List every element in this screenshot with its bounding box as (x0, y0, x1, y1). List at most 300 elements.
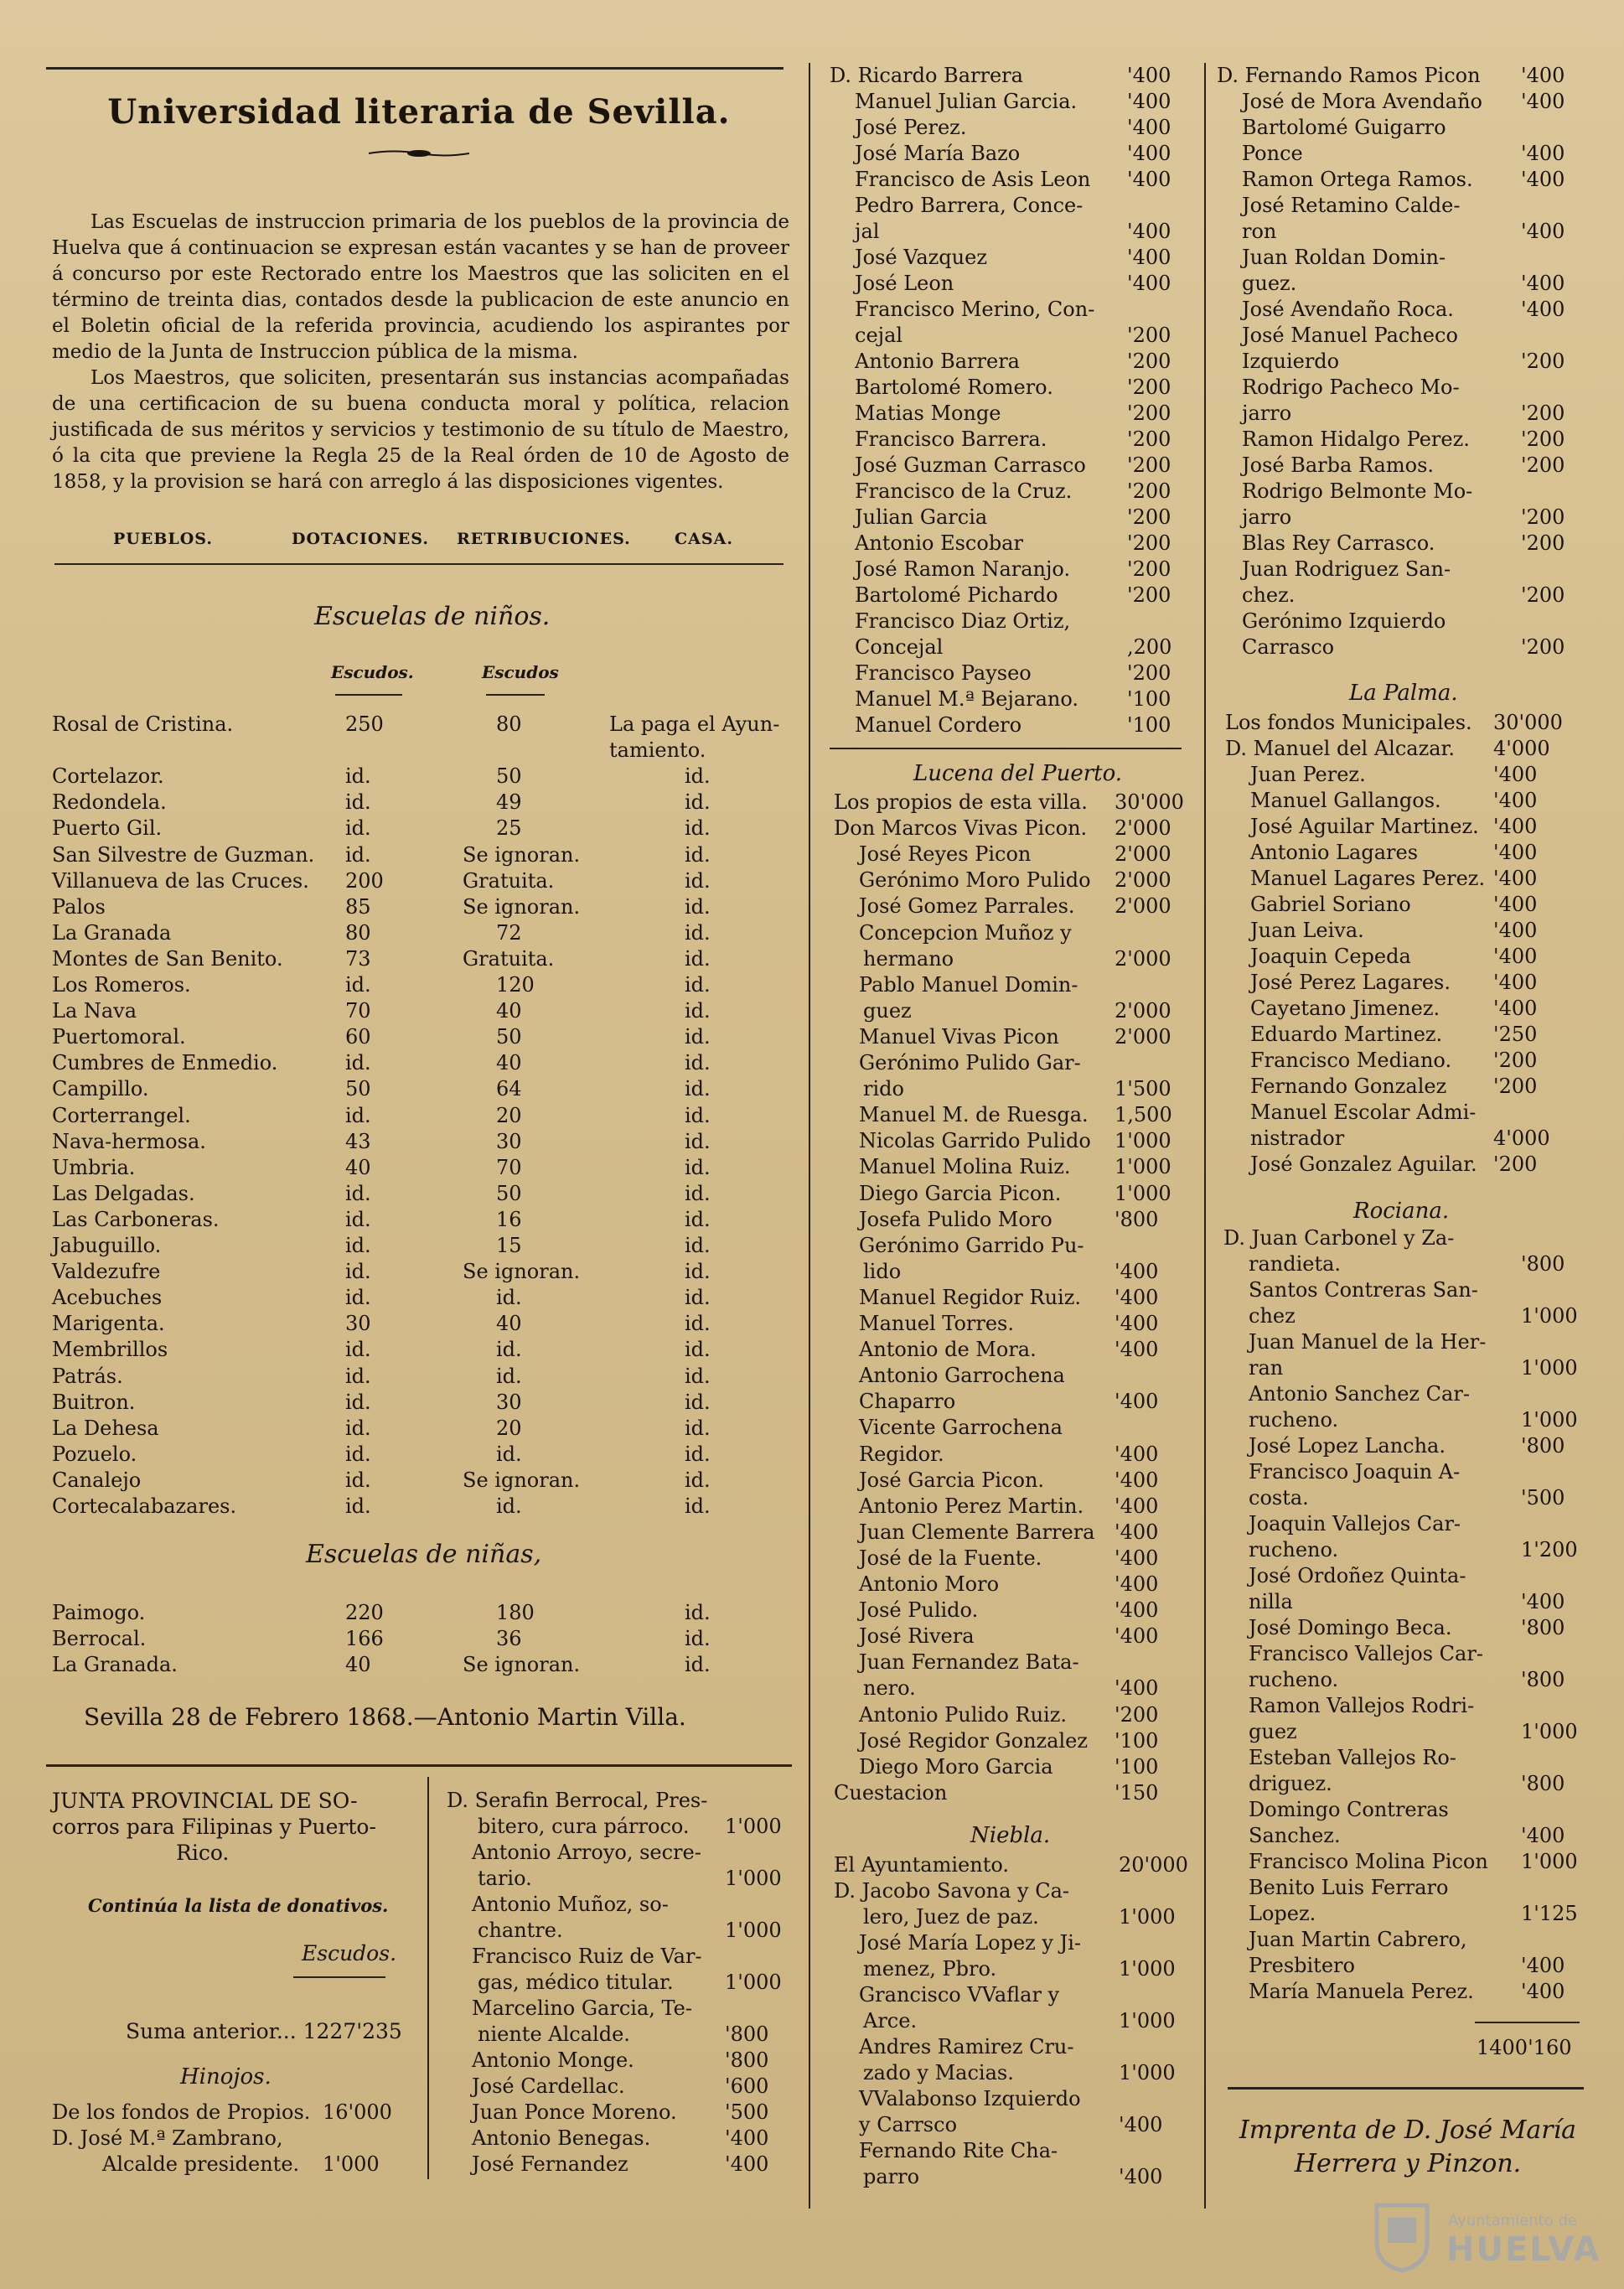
donation-amount: '400 (1521, 1954, 1565, 1977)
donor-name: nistrador (1250, 1126, 1345, 1150)
donation-amount: '400 (1115, 1312, 1159, 1335)
dotacion-value: 43 (345, 1129, 371, 1153)
donor-name: Lopez. (1249, 1902, 1316, 1925)
donation-amount: '400 (1493, 971, 1538, 994)
donor-name: José Gonzalez Aguilar. (1250, 1152, 1477, 1176)
donor-name: gas, médico titular. (478, 1971, 674, 1994)
list-item (1249, 1771, 1332, 1797)
dotacion-value: 85 (345, 894, 371, 919)
donation-amount: '400 (1493, 815, 1538, 838)
table-row (52, 1416, 789, 1442)
donation-amount: 2'000 (1115, 998, 1171, 1023)
list-item (863, 2164, 919, 2190)
list-item (859, 1233, 1084, 1259)
donor-name: Rodrigo Pacheco Mo- (1242, 375, 1460, 399)
donor-name: Antonio Perez Martin. (859, 1494, 1084, 1518)
list-item (1250, 944, 1411, 970)
donation-amount: 1'000 (1115, 1181, 1171, 1205)
list-item (1242, 115, 1446, 141)
list-item (855, 141, 1020, 167)
pueblo-name: La Nava (52, 999, 137, 1023)
table-row (52, 869, 789, 894)
donation-amount: 1'500 (1115, 1077, 1171, 1101)
imprenta-line-1: Imprenta de D. José María (1239, 2116, 1577, 2145)
donation-amount: 1'000 (1119, 2061, 1176, 2084)
donation-amount: '400 (1521, 1590, 1565, 1613)
list-item (472, 1840, 701, 1866)
donation-amount: 1'125 (1521, 1902, 1578, 1925)
donation-amount: '200 (1521, 401, 1565, 425)
huelva-logo (1347, 2197, 1599, 2272)
donation-amount: ,200 (1127, 635, 1172, 659)
donation-amount: '400 (1493, 763, 1538, 786)
donation-amount: '400 (1493, 867, 1538, 890)
donation-amount: '800 (1115, 1207, 1159, 1231)
list-item (1249, 1693, 1474, 1719)
donor-name: Gerónimo Moro Pulido (859, 868, 1091, 893)
donation-amount: '400 (1119, 2165, 1163, 2188)
donation-amount: '200 (1127, 375, 1171, 399)
donor-name: D. Juan Carbonel y Za- (1223, 1226, 1455, 1250)
casa-value: id. (685, 1416, 711, 1440)
list-item (855, 193, 1083, 219)
pueblo-name: San Silvestre de Guzman. (52, 842, 315, 867)
donation-amount: '400 (1115, 1598, 1159, 1623)
column-divider-1 (809, 63, 810, 2209)
donor-name: chez. (1242, 583, 1296, 607)
imprenta-line-2: Herrera y Pinzon. (1294, 2149, 1522, 2178)
donor-name: Alcalde presidente. (102, 2152, 300, 2176)
donor-name: Marcelino Garcia, Te- (472, 1996, 692, 2020)
donation-amount: '400 (1115, 1259, 1159, 1283)
list-item (859, 1154, 1071, 1180)
donation-amount: 2'000 (1115, 816, 1171, 841)
intro-paragraph-1: Las Escuelas de instruccion primaria de los pueblos de la provincia de Huelva que á continuacion se expresan están vacantes y se han de proveer á concurso por este Rectorado entre los Maestros que las soliciten en el término de treinta dias, contados desde la publicacion de este anuncio en el Boletin oficial de la referida provincia, acudiendo los aspirantes por medio de la Junta de Instruccion pública de la misma. (52, 211, 789, 363)
donor-name: ran (1249, 1356, 1284, 1380)
donor-name: Antonio Arroyo, secre- (472, 1841, 701, 1864)
donor-name: guez. (1242, 272, 1297, 295)
table-row (52, 1051, 789, 1076)
donor-name: Ramon Ortega Ramos. (1242, 168, 1473, 191)
ornament-divider (369, 149, 469, 158)
dotacion-value: id. (345, 1260, 371, 1284)
donation-amount: '400 (1493, 997, 1538, 1020)
donor-name: Cayetano Jimenez. (1250, 997, 1440, 1020)
pueblo-name: Jabuguillo. (52, 1234, 162, 1257)
pueblo-name: Campillo. (52, 1077, 149, 1101)
page-title: Universidad literaria de Sevilla. (107, 92, 731, 132)
retribucion-value: Gratuita. (463, 946, 555, 971)
total-amount: 1400'160 (1477, 2036, 1572, 2059)
table-row (52, 1338, 789, 1363)
donor-name: Santos Contreras San- (1249, 1278, 1478, 1302)
list-item (859, 1546, 1042, 1572)
donation-amount: '100 (1127, 687, 1171, 711)
total-rule-top (1475, 2022, 1580, 2023)
donor-name: José Barba Ramos. (1242, 453, 1435, 477)
casa-value: tamiento. (609, 738, 706, 763)
donor-name: nilla (1249, 1590, 1293, 1613)
list-item (1242, 609, 1446, 634)
donor-name: José Pulido. (859, 1598, 979, 1623)
donor-name: José Vazquez (855, 246, 987, 269)
table-row (52, 843, 789, 868)
donor-name: Francisco Barrera. (855, 427, 1047, 451)
donor-name: José Retamino Calde- (1242, 194, 1461, 217)
retribucion-value: 50 (496, 764, 522, 789)
table-row (52, 947, 789, 972)
donor-name: Antonio Moro (859, 1572, 1000, 1596)
list-item (1249, 1667, 1338, 1693)
donation-amount: '200 (1521, 583, 1565, 607)
retribucion-value: id. (496, 1442, 522, 1466)
donor-name: Joaquin Cepeda (1250, 945, 1411, 968)
donor-name: Antonio Lagares (1250, 841, 1419, 864)
donor-name: guez (1249, 1720, 1297, 1743)
donor-name: Manuel Julian Garcia. (855, 90, 1078, 113)
donation-amount: 1'000 (1115, 1155, 1171, 1179)
table-row (52, 1130, 789, 1155)
donation-amount: '200 (1493, 1152, 1538, 1176)
pueblo-name: Montes de San Benito. (52, 946, 283, 971)
pueblo-name: Marigenta. (52, 1312, 165, 1336)
donor-name: Fernando Gonzalez (1250, 1075, 1447, 1098)
casa-value: id. (685, 868, 711, 893)
casa-value: id. (685, 1103, 711, 1127)
list-item (863, 946, 954, 972)
donor-name: Juan Ponce Moreno. (472, 2100, 677, 2124)
list-item (859, 1337, 1037, 1363)
donation-amount: '400 (1115, 1676, 1159, 1701)
pueblo-name: La Granada (52, 920, 172, 945)
donation-amount: '400 (1493, 919, 1538, 942)
list-item (1250, 1074, 1446, 1100)
list-item (834, 1852, 1009, 1878)
donation-amount: 1'000 (1521, 1408, 1578, 1432)
donor-name: menez, Pbro. (863, 1957, 997, 1981)
donor-name: Presbitero (1249, 1954, 1355, 1977)
list-item (1242, 193, 1460, 219)
list-item (855, 401, 1001, 427)
lucena-title: Lucena del Puerto. (913, 761, 1123, 786)
list-item (1249, 1849, 1488, 1875)
donation-amount: 1'000 (1521, 1304, 1578, 1328)
donor-name: José de la Fuente. (859, 1546, 1042, 1570)
pueblo-name: Rosal de Cristina. (52, 712, 234, 736)
dotacion-value: 30 (345, 1312, 371, 1336)
list-item (859, 893, 1075, 919)
retribucion-value: id. (496, 1494, 522, 1518)
table-row (52, 1627, 789, 1652)
donor-name: y Carrsco (859, 2113, 958, 2136)
casa-value: id. (685, 1286, 711, 1310)
list-item (855, 583, 1058, 609)
list-item (1242, 219, 1276, 245)
donor-name: tario. (478, 1867, 532, 1890)
donor-name: José Ordoñez Quinta- (1249, 1564, 1466, 1587)
list-item (1249, 1355, 1283, 1381)
retribucion-value: id. (496, 1364, 522, 1388)
total-rule-bottom (1228, 2087, 1584, 2090)
donor-name: Manuel Gallangos. (1250, 789, 1441, 812)
donor-name: Manuel Lagares Perez. (1250, 867, 1486, 890)
table-row (52, 1208, 789, 1233)
donation-amount: '800 (725, 2048, 769, 2072)
donation-amount: '800 (1521, 1668, 1565, 1691)
donor-name: Manuel Regidor Ruiz. (859, 1285, 1082, 1309)
donor-name: Gerónimo Garrido Pu- (859, 1233, 1084, 1257)
list-item (1242, 453, 1434, 479)
pueblo-name: Redondela. (52, 790, 167, 815)
pueblo-name: Pozuelo. (52, 1442, 137, 1466)
pueblo-name: Paimogo. (52, 1601, 146, 1624)
donation-amount: '400 (1127, 64, 1171, 87)
list-item (447, 1788, 707, 1814)
casa-value: id. (685, 1129, 711, 1153)
retribucion-value: 120 (496, 973, 535, 997)
list-item (1250, 918, 1364, 944)
pueblo-name: La Dehesa (52, 1416, 159, 1440)
list-item (478, 1814, 690, 1840)
list-item (859, 1128, 1091, 1154)
list-item (855, 323, 903, 349)
list-item (859, 1572, 999, 1598)
donor-name: guez (863, 998, 912, 1023)
donation-amount: '400 (1521, 90, 1565, 113)
list-item (1250, 1048, 1451, 1074)
retribucion-value: 36 (496, 1627, 522, 1650)
table-row (52, 764, 789, 790)
donation-amount: 16'000 (323, 2100, 392, 2124)
list-item (834, 790, 1088, 816)
list-item (855, 660, 1032, 686)
casa-value: id. (685, 790, 711, 815)
dotacion-value: id. (345, 1207, 371, 1231)
donation-amount: '250 (1493, 1023, 1538, 1046)
list-item (1249, 1303, 1296, 1329)
donor-name: Izquierdo (1242, 350, 1340, 373)
list-item (1242, 375, 1460, 401)
dotacion-value: id. (345, 1051, 371, 1075)
retribucion-value: 50 (496, 1181, 522, 1205)
list-item (834, 1878, 1069, 1904)
list-item (1249, 1329, 1486, 1355)
donor-name: José Regidor Gonzalez (859, 1728, 1088, 1753)
donation-amount: '200 (1127, 557, 1171, 581)
list-item (834, 816, 1087, 842)
list-item (1242, 531, 1435, 557)
donation-amount: '400 (1127, 272, 1171, 295)
donor-name: Bartolomé Guigarro (1242, 116, 1446, 139)
donor-name: Juan Perez. (1250, 763, 1366, 786)
donor-name: Esteban Vallejos Ro- (1249, 1746, 1456, 1769)
lapalma-title: La Palma. (1349, 681, 1458, 706)
retribucion-value: 50 (496, 1025, 522, 1049)
dotacion-value: id. (345, 842, 371, 867)
table-row (52, 1077, 789, 1102)
casa-value: id. (685, 1442, 711, 1466)
casa-value: id. (685, 1234, 711, 1257)
dotacion-value: id. (345, 1103, 371, 1127)
donor-name: Gerónimo Izquierdo (1242, 609, 1446, 633)
casa-value: id. (685, 1494, 711, 1518)
list-item (472, 2152, 628, 2178)
list-item (859, 842, 1031, 867)
list-item (1249, 1251, 1341, 1277)
list-item (472, 2126, 650, 2152)
donation-amount: '400 (1115, 1442, 1159, 1466)
donor-name: Don Marcos Vivas Picon. (834, 816, 1088, 841)
donor-name: Nicolas Garrido Pulido (859, 1129, 1091, 1153)
donation-amount: '400 (1493, 841, 1538, 864)
donor-name: Francisco Ruiz de Var- (472, 1945, 702, 1968)
retribucion-value: id. (496, 1338, 522, 1362)
donor-name: costa. (1249, 1486, 1309, 1510)
donor-name: José María Bazo (855, 142, 1021, 165)
dotacion-value: id. (345, 1494, 371, 1518)
list-item (1249, 1589, 1293, 1615)
donation-amount: '150 (1115, 1780, 1159, 1805)
donor-name: jarro (1242, 505, 1292, 529)
donor-name: Diego Garcia Picon. (859, 1181, 1062, 1205)
list-item (1249, 1511, 1461, 1537)
casa-value: id. (685, 1627, 711, 1650)
casa-value: id. (685, 1338, 711, 1362)
junta-title-1: JUNTA PROVINCIAL DE SO- (52, 1789, 358, 1813)
list-item (855, 686, 1078, 712)
donor-name: randieta. (1249, 1252, 1342, 1276)
dotacion-value: id. (345, 1286, 371, 1310)
donor-name: lido (863, 1259, 902, 1283)
dotacion-value: 200 (345, 868, 384, 893)
donor-name: jal (855, 220, 880, 243)
casa-value: id. (685, 1077, 711, 1101)
list-item (1250, 1100, 1476, 1126)
donor-name: Andres Ramirez Cru- (859, 2035, 1074, 2059)
retribucion-value: Se ignoran. (463, 842, 581, 867)
list-item (1249, 1563, 1466, 1589)
list-item (863, 1956, 996, 1982)
dotacion-value: id. (345, 1416, 371, 1440)
donor-name: Juan Roldan Domin- (1242, 246, 1446, 269)
donation-amount: 1'000 (323, 2152, 380, 2176)
donor-name: Julian Garcia (855, 505, 988, 529)
list-item (863, 2008, 917, 2034)
list-item (859, 1598, 978, 1624)
donor-name: Francisco Merino, Con- (855, 298, 1095, 321)
donor-name: Manuel Torres. (859, 1312, 1014, 1335)
list-item (1249, 1797, 1449, 1823)
donor-name: Regidor. (859, 1442, 944, 1466)
escudos-junta-label: Escudos. (302, 1941, 397, 1965)
retribucion-value: 40 (496, 1051, 522, 1075)
dotacion-value: 60 (345, 1025, 371, 1049)
donor-name: Blas Rey Carrasco. (1242, 531, 1435, 555)
donor-name: Francisco de la Cruz. (855, 479, 1073, 503)
list-item (855, 479, 1072, 505)
donation-amount: '400 (1493, 893, 1538, 916)
table-row (52, 1286, 789, 1311)
donation-amount: '400 (1115, 1285, 1159, 1309)
table-row (52, 790, 789, 816)
donation-amount: '400 (1115, 1624, 1159, 1649)
top-rule (46, 67, 784, 70)
list-item (855, 557, 1070, 583)
donor-name: Manuel Molina Ruiz. (859, 1155, 1071, 1179)
retribucion-value: 30 (496, 1390, 522, 1414)
dotacion-value: 166 (345, 1627, 384, 1650)
dotacion-value: id. (345, 1442, 371, 1466)
donor-name: Joaquin Vallejos Car- (1249, 1512, 1461, 1535)
retribucion-value: 40 (496, 999, 522, 1023)
dotacion-value: id. (345, 1338, 371, 1362)
escudos-junta-rule (293, 1976, 385, 1978)
retribucion-value: 70 (496, 1155, 522, 1179)
donation-amount: 1'000 (1115, 1129, 1171, 1153)
list-item (855, 634, 943, 660)
donation-amount: 2'000 (1115, 868, 1171, 893)
list-item (859, 1468, 1044, 1494)
donor-name: Francisco Payseo (855, 661, 1032, 685)
donation-amount: '400 (1521, 220, 1565, 243)
donor-name: Antonio Muñoz, so- (472, 1893, 669, 1916)
donor-name: Francisco Mediano. (1250, 1049, 1452, 1072)
donor-name: driguez. (1249, 1772, 1332, 1795)
casa-value: id. (685, 1051, 711, 1075)
pueblo-name: Palos (52, 894, 106, 919)
list-item (1249, 1875, 1448, 1901)
list-item (1249, 1433, 1446, 1459)
pueblo-name: Cumbres de Enmedio. (52, 1051, 278, 1075)
donor-name: D. Jacobo Savona y Ca- (834, 1879, 1070, 1903)
junta-divider (427, 1777, 429, 2179)
donor-name: Manuel Escolar Admi- (1250, 1100, 1477, 1124)
list-item (859, 1363, 1065, 1389)
donor-name: Francisco Molina Picon (1249, 1850, 1488, 1873)
donor-name: Manuel M. de Ruesga. (859, 1103, 1089, 1127)
donation-amount: '100 (1115, 1754, 1159, 1779)
casa-value: id. (685, 764, 711, 789)
list-item (1242, 167, 1473, 193)
casa-value: id. (685, 946, 711, 971)
casa-value: id. (685, 1468, 711, 1492)
donor-name: Antonio Pulido Ruiz. (859, 1702, 1067, 1727)
donation-amount: '400 (1115, 1520, 1159, 1544)
list-item (855, 167, 1090, 193)
list-item (1249, 1979, 1474, 2005)
list-item (859, 1389, 955, 1415)
donor-name: Domingo Contreras (1249, 1798, 1449, 1821)
donor-name: D. Fernando Ramos Picon (1217, 64, 1481, 87)
list-item (1242, 505, 1291, 531)
list-item (1242, 427, 1470, 453)
pueblo-name: Canalejo (52, 1468, 142, 1492)
header-rule (54, 563, 784, 565)
dotacion-value: 40 (345, 1155, 371, 1179)
donation-amount: '400 (1521, 1824, 1565, 1847)
table-row (52, 1312, 789, 1337)
donation-amount: '200 (1127, 531, 1171, 555)
retribucion-value: 20 (496, 1416, 522, 1440)
pueblo-name: Umbria. (52, 1155, 136, 1179)
donation-amount: 1'000 (725, 1971, 782, 1994)
list-item (1249, 1953, 1355, 1979)
donor-name: José Perez Lagares. (1250, 971, 1451, 994)
retribucion-value: 15 (496, 1234, 522, 1257)
retribucion-value: 180 (496, 1601, 535, 1624)
donation-amount: '400 (1521, 168, 1565, 191)
donation-amount: '400 (1115, 1468, 1159, 1492)
